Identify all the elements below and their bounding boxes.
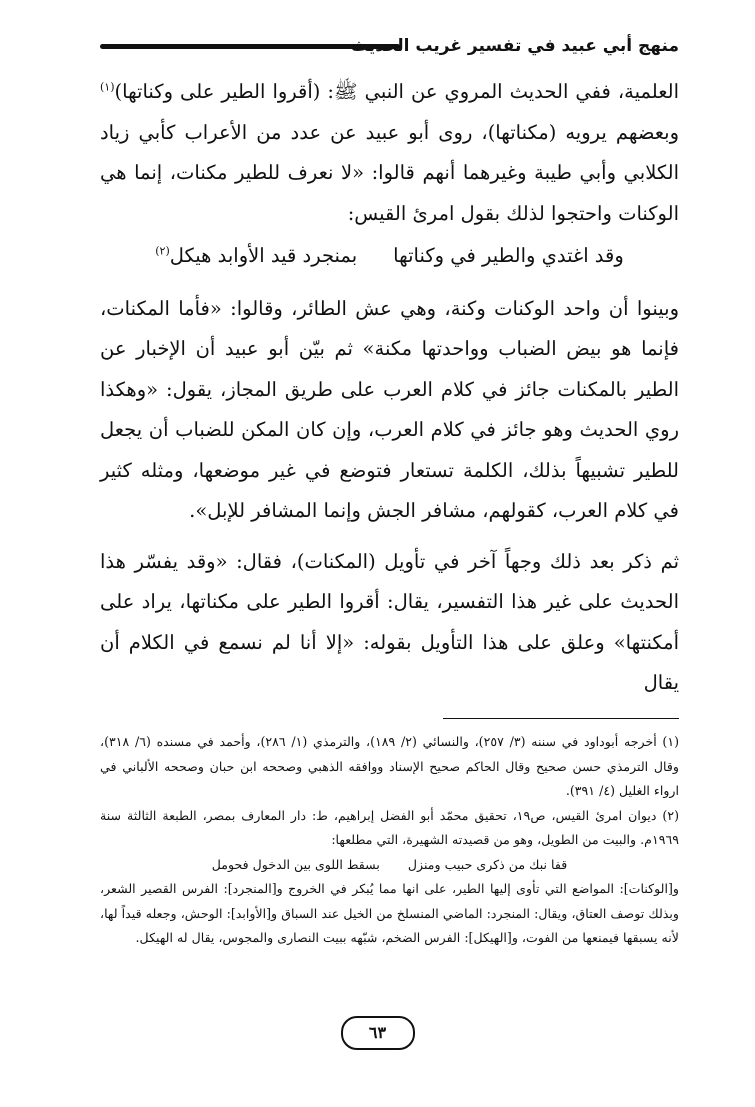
verse-hemistich-left-wrap (155, 236, 357, 277)
running-header (100, 36, 679, 60)
paragraph-1-text: العلمية، ففي الحديث المروي عن النبي ﷺ: (أقروا الطير على وكناتها) (114, 80, 679, 103)
page-number: ٦٣ (341, 1016, 415, 1050)
footnote-verse-left: بسقط اللوى بين الدخول فحومل (211, 856, 380, 872)
paragraph-2: وبينوا أن واحد الوكنات وكنة، وهي عش الطائر، وقالوا: «فأما المكنات، فإنما هو بيض الضباب وواحدتها مكنة» ثم بيّن أبو عبيد أن الإخبار عن الطير بالمكنات جائز في كلام العرب على طريق المجاز، يقول: «وهكذا روي الحديث وهو جائز في كلام العرب، وإن كان المكن للضباب أن يجعل للطير تشبيهاً بذلك، الكلمة تستعار فتوضع في غير موضعها، ومثله كثير في كلام العرب، كقولهم، مشافر الجش وإنما المشافر للإبل». (100, 296, 679, 522)
footnote-ref-1: (١) (100, 80, 115, 94)
header-title: منهج أبي عبيد في تفسير غريب الحديث (350, 36, 679, 56)
footnote-2: (٢) ديوان امرئ القيس، ص١٩، تحقيق محمّد أبو الفضل إبراهيم، ط: دار المعارف بمصر، الطبعة الثالثة سنة ١٩٦٩م. والبيت من الطويل، وهو من قصيدته الشهيرة، التي مطلعها: (100, 807, 680, 847)
footnote-separator (443, 718, 679, 719)
verse-hemistich-right: وقد اغتدي والطير في وكناتها (393, 244, 624, 267)
footnote-ref-2: (٢) (155, 244, 170, 258)
footnote-1: (١) أخرجه أبوداود في سننه (٣/ ٢٥٧)، والنسائي (٢/ ١٨٩)، والترمذي (١/ ٢٨٦)، وأحمد في مسنده (٦/ ٣١٨)، وقال الترمذي حسن صحيح وقال الحاكم صحيح الإسناد ووافقه الذهبي وصححه ابن حبان وصححه الألباني في ارواء الغليل (٤/ ٣٩١). (100, 734, 680, 798)
paragraph-3: ثم ذكر بعد ذلك وجهاً آخر في تأويل (المكنات)، فقال: «وقد يفسّر هذا الحديث على غير هذا التفسير، يقال: أقروا الطير على مكناتها، يراد على أمكنتها» وعلق على هذا التأويل بقوله: «إلا أنا لم نسمع في الكلام أن يقال (100, 549, 679, 694)
footnote-2-notes: و[الوكنات]: المواضع التي تأوى إليها الطير، على انها مما يُبكر في الخروج و[المنجرد]: الفرس القصير الشعر، وبذلك توصف العتاق، ويقال: المنجرد: الماضي المنسلخ من الخيل عند السباق و[الأوابد]: الوحش، وجعله قيداً لها، لأنه يسبقها فيمنعها من الفوت، و[الهيكل]: الفرس الضخم، شبّهه ببيت النصارى والمجوس، يقال له الهيكل. (100, 881, 679, 945)
paragraph-1-cont: وبعضهم يرويه (مكناتها)، روى أبو عبيد عن عدد من الأعراب كأبي زياد الكلابي وأبي طيبة وغيرهما أنهم قالوا: «لا نعرف للطير مكنات، إنما هي الوكنات واحتجوا لذلك بقول امرئ القيس: (100, 120, 679, 225)
paragraph-1 (100, 72, 679, 234)
main-text (100, 72, 679, 704)
footnote-verse (100, 853, 679, 878)
verse-hemistich-left: بمنجرد قيد الأوابد هيكل (169, 244, 358, 267)
footnote-verse-right: قفا نبك من ذكرى حبيب ومنزل (407, 856, 568, 872)
footnotes (100, 730, 679, 951)
verse-line (100, 236, 679, 277)
